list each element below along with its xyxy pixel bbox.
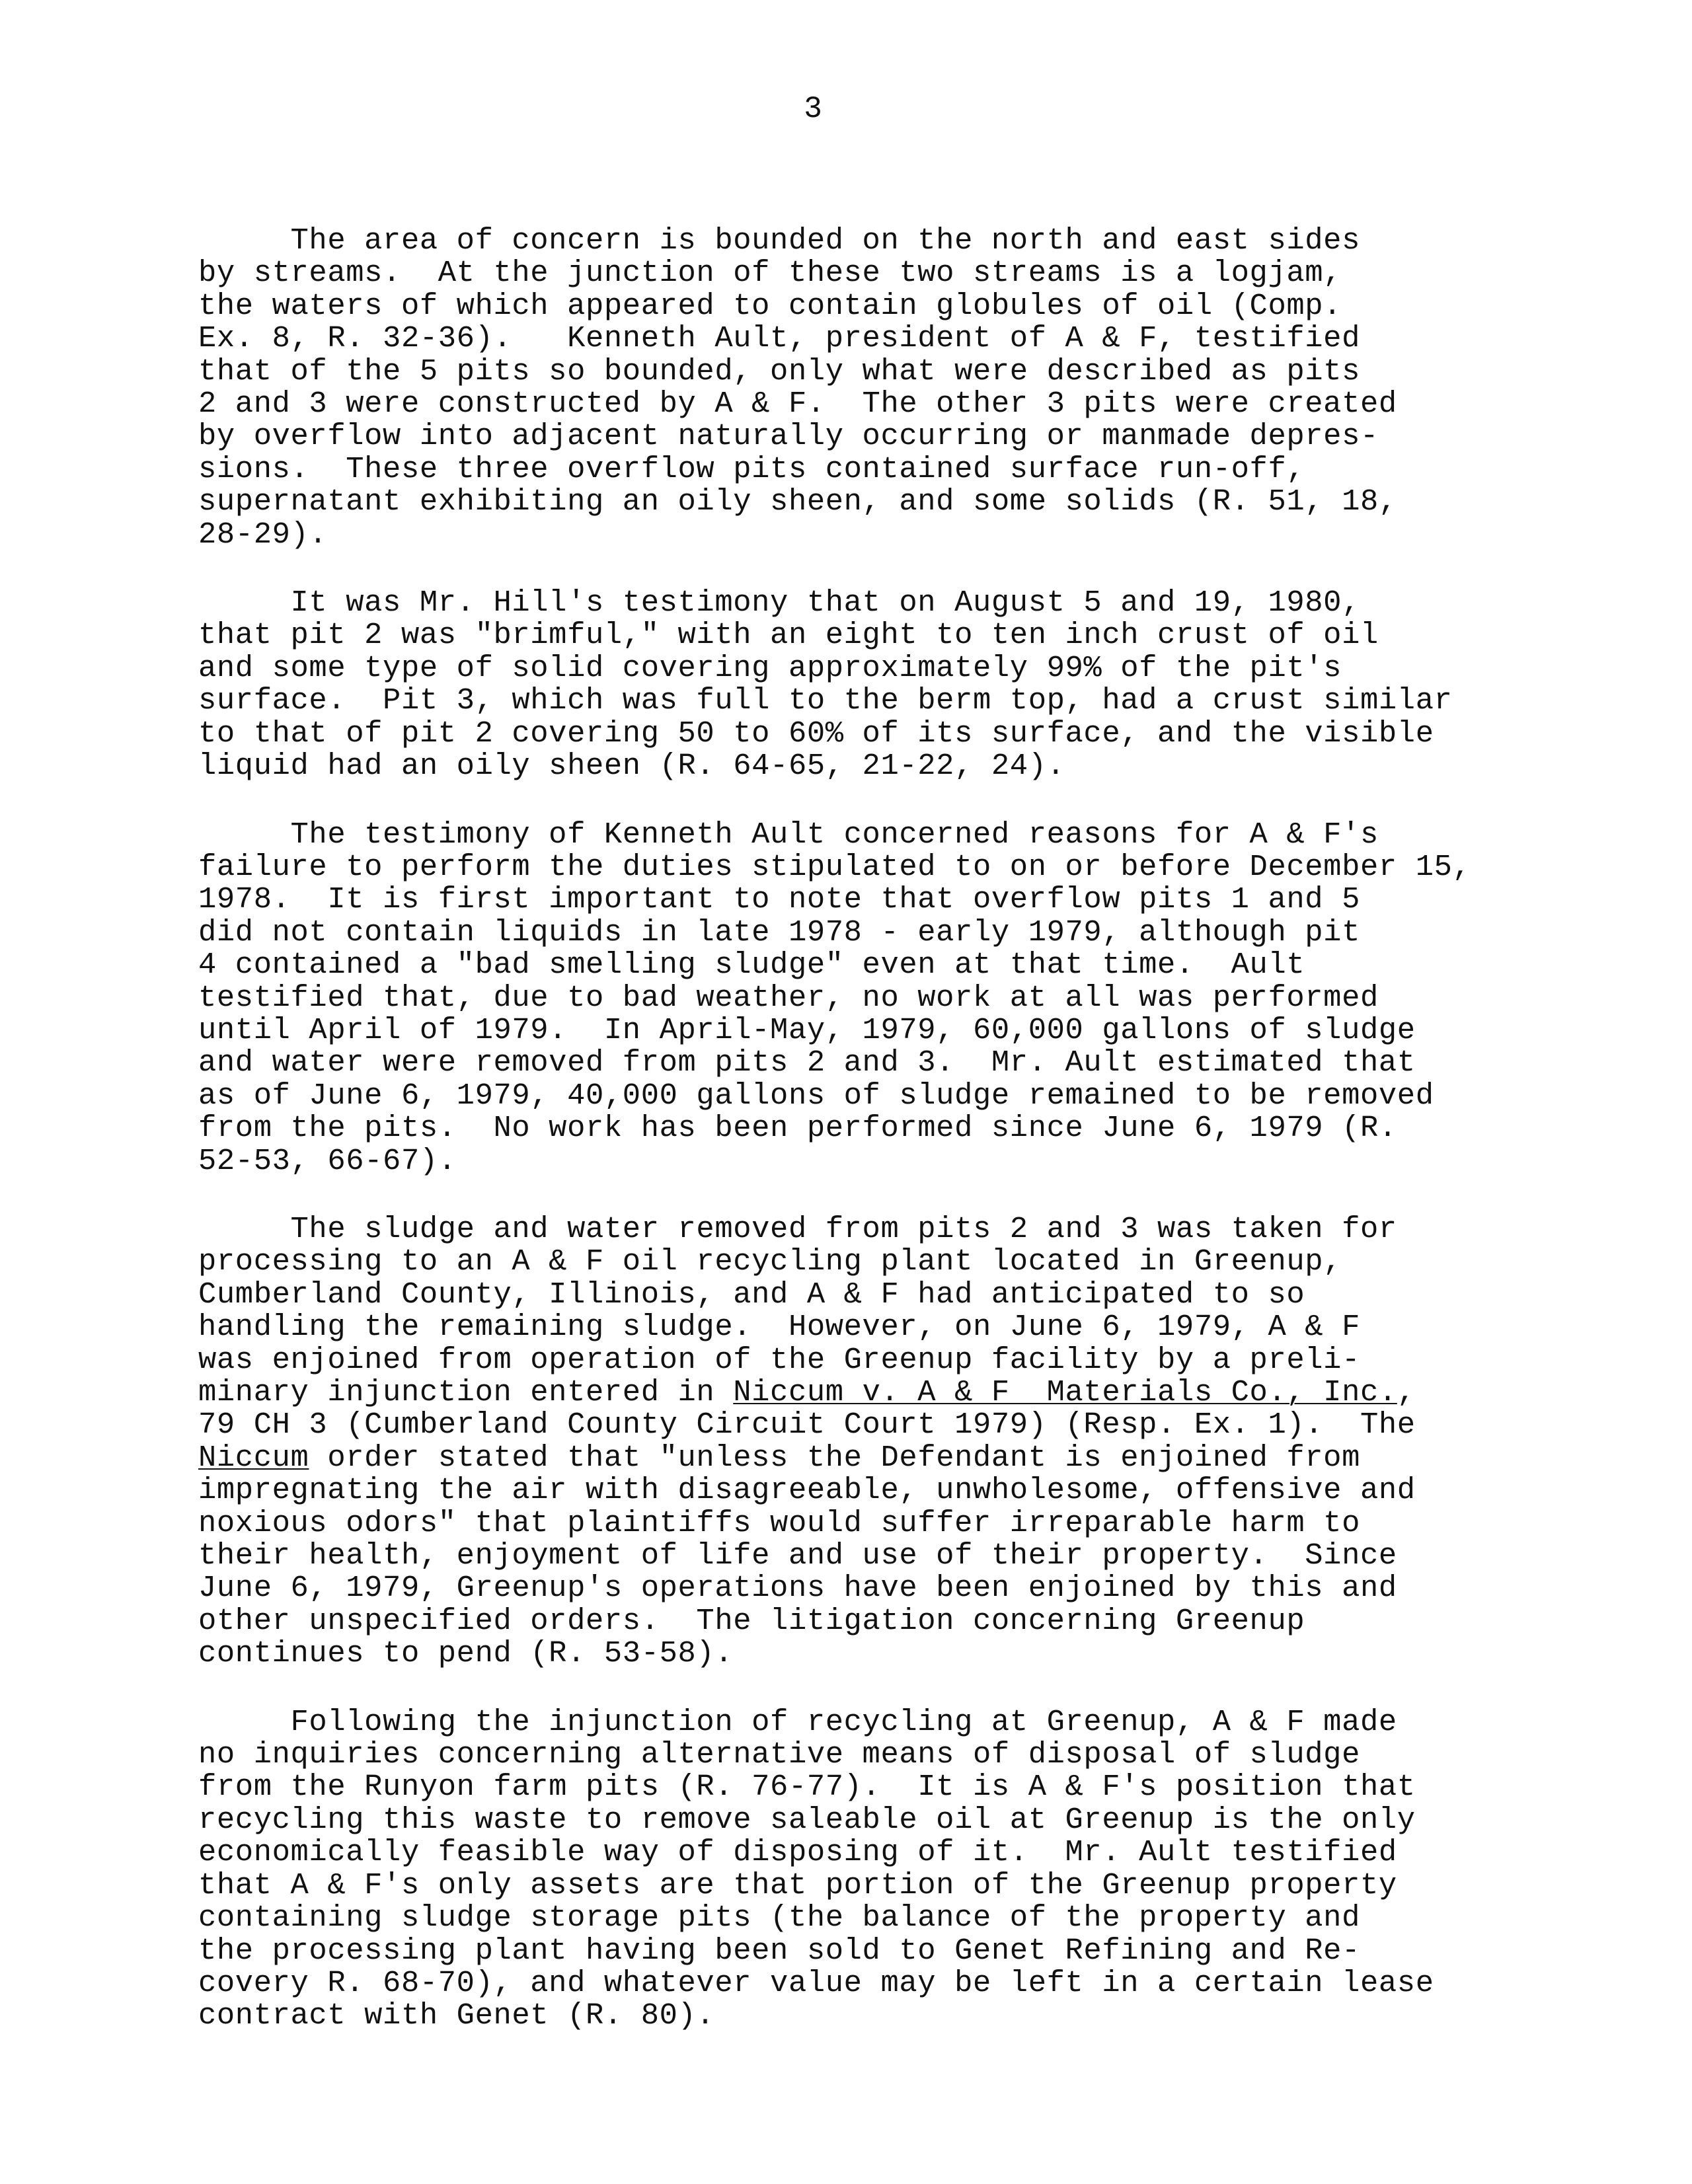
text-line: the processing plant having been sold to Genet Refining and Re-: [198, 1933, 1360, 1968]
text-line: 4 contained a "bad smelling sludge" even at that time. Ault: [198, 948, 1305, 983]
text-line: supernatant exhibiting an oily sheen, and some solids (R. 51, 18,: [198, 484, 1397, 519]
text-line: that pit 2 was "brimful," with an eight to ten inch crust of oil: [198, 618, 1379, 653]
text-line: The area of concern is bounded on the north and east sides: [198, 223, 1360, 258]
text-line: surface. Pit 3, which was full to the berm top, had a crust similar: [198, 683, 1453, 718]
text-line: was enjoined from operation of the Greenup facility by a preli-: [198, 1342, 1360, 1377]
text-line: The sludge and water removed from pits 2 and 3 was taken for: [198, 1211, 1397, 1246]
text-line: 28-29).: [198, 517, 328, 552]
text-line-with-citation: [198, 1376, 1626, 1409]
text-line: by overflow into adjacent naturally occurring or manmade depres-: [198, 419, 1379, 454]
case-citation: Niccum v. A & F Materials Co., Inc.: [733, 1375, 1397, 1410]
text-line: from the Runyon farm pits (R. 76-77). It is A & F's position that: [198, 1770, 1416, 1805]
text-segment: ,: [1397, 1375, 1416, 1410]
paragraph-3: [198, 819, 1626, 1178]
text-line: Following the injunction of recycling at Greenup, A & F made: [198, 1704, 1397, 1739]
paragraph-2: [198, 587, 1626, 782]
text-line: 1978. It is first important to note that overflow pits 1 and 5: [198, 882, 1360, 917]
text-line: and water were removed from pits 2 and 3. Mr. Ault estimated that: [198, 1045, 1416, 1080]
text-line: testified that, due to bad weather, no work at all was performed: [198, 980, 1379, 1015]
text-line: The testimony of Kenneth Ault concerned reasons for A & F's: [198, 817, 1379, 852]
text-line: from the pits. No work has been performed since June 6, 1979 (R.: [198, 1111, 1397, 1146]
text-line: Cumberland County, Illinois, and A & F had anticipated to so: [198, 1277, 1305, 1312]
text-line: impregnating the air with disagreeable, unwholesome, offensive and: [198, 1473, 1416, 1508]
text-line: that of the 5 pits so bounded, only what were described as pits: [198, 354, 1360, 389]
text-line: other unspecified orders. The litigation concerning Greenup: [198, 1603, 1305, 1638]
text-line: as of June 6, 1979, 40,000 gallons of sludge remained to be removed: [198, 1078, 1434, 1113]
paragraph-5: [198, 1706, 1626, 2033]
text-line: no inquiries concerning alternative means of disposal of sludge: [198, 1737, 1360, 1772]
text-line: recycling this waste to remove saleable oil at Greenup is the only: [198, 1802, 1416, 1837]
text-line-with-citation: [198, 1442, 1626, 1474]
text-line: covery R. 68-70), and whatever value may be left in a certain lease: [198, 1965, 1434, 2000]
text-line: the waters of which appeared to contain globules of oil (Comp.: [198, 288, 1342, 323]
text-line: and some type of solid covering approximately 99% of the pit's: [198, 650, 1342, 685]
text-line: that A & F's only assets are that portion of the Greenup property: [198, 1867, 1397, 1902]
paragraph-1: [198, 225, 1626, 551]
text-line: by streams. At the junction of these two streams is a logjam,: [198, 256, 1342, 291]
text-line: continues to pend (R. 53-58).: [198, 1636, 734, 1671]
text-line: to that of pit 2 covering 50 to 60% of its surface, and the visible: [198, 716, 1434, 751]
text-line: until April of 1979. In April-May, 1979, 60,000 gallons of sludge: [198, 1012, 1416, 1047]
text-line: It was Mr. Hill's testimony that on August 5 and 19, 1980,: [198, 585, 1360, 621]
text-line: Ex. 8, R. 32-36). Kenneth Ault, president of A & F, testified: [198, 321, 1360, 356]
page-number: 3: [804, 92, 822, 126]
text-line: their health, enjoyment of life and use of their property. Since: [198, 1538, 1397, 1573]
text-line: contract with Genet (R. 80).: [198, 1998, 715, 2033]
text-line: June 6, 1979, Greenup's operations have been enjoined by this and: [198, 1571, 1397, 1606]
text-line: sions. These three overflow pits contained surface run-off,: [198, 451, 1305, 486]
text-line: failure to perform the duties stipulated to on or before December 15,: [198, 849, 1471, 884]
text-line: economically feasible way of disposing of it. Mr. Ault testified: [198, 1835, 1397, 1870]
text-line: 79 CH 3 (Cumberland County Circuit Court 1979) (Resp. Ex. 1). The: [198, 1408, 1416, 1443]
text-line: did not contain liquids in late 1978 - early 1979, although pit: [198, 915, 1360, 950]
case-citation-short: Niccum: [198, 1440, 309, 1475]
text-segment: minary injunction entered in: [198, 1375, 734, 1410]
document-body: [198, 225, 1626, 2068]
paragraph-4: [198, 1213, 1626, 1671]
text-line: handling the remaining sludge. However, on June 6, 1979, A & F: [198, 1310, 1360, 1345]
text-segment: order stated that "unless the Defendant is enjoined from: [309, 1440, 1360, 1475]
text-line: 52-53, 66-67).: [198, 1143, 457, 1178]
text-line: noxious odors" that plaintiffs would suffer irreparable harm to: [198, 1505, 1360, 1540]
text-line: containing sludge storage pits (the balance of the property and: [198, 1901, 1360, 1936]
text-line: processing to an A & F oil recycling plant located in Greenup,: [198, 1244, 1342, 1279]
text-line: 2 and 3 were constructed by A & F. The other 3 pits were created: [198, 387, 1397, 422]
text-line: liquid had an oily sheen (R. 64-65, 21-22, 24).: [198, 749, 1065, 784]
